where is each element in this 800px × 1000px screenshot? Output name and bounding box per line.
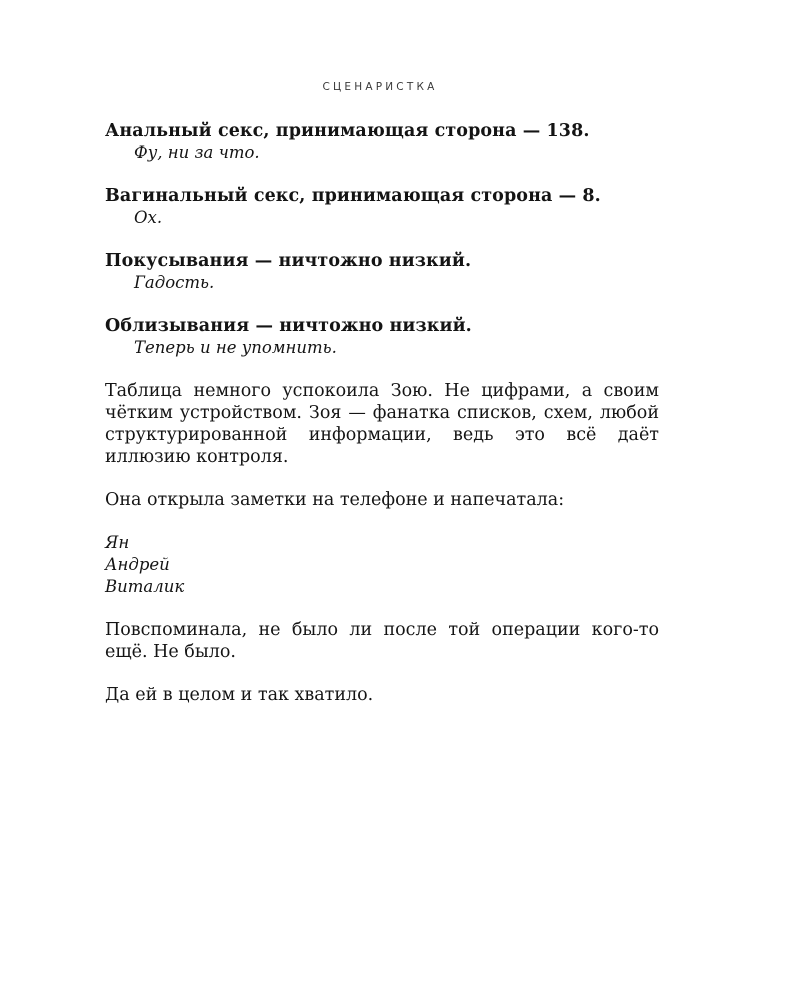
name-item: Андрей: [105, 555, 170, 574]
entry-title: Вагинальный секс, принимающая сторона — 8.: [105, 186, 601, 206]
entry-comment: Гадость.: [134, 273, 215, 292]
entry-comment: Фу, ни за что.: [134, 143, 260, 162]
list-entry: [105, 250, 659, 294]
entry-title: Покусывания — ничтожно низкий.: [105, 251, 472, 271]
entry-comment: Теперь и не упомнить.: [134, 338, 337, 357]
body-text: [105, 120, 659, 727]
entry-title: Облизывания — ничтожно низкий.: [105, 316, 472, 336]
list-entry: [105, 120, 659, 164]
name-item: Виталик: [105, 577, 185, 596]
paragraph: Она открыла заметки на телефоне и напечатала:: [105, 490, 565, 510]
paragraph: Таблица немного успокоила Зою. Не цифрами, а своим чётким устройством. Зоя — фанатка списков, схем, любой структурированной информации, ведь это всё даёт иллюзию контроля.: [105, 381, 659, 467]
entry-title: Анальный секс, принимающая сторона — 138.: [105, 121, 590, 141]
paragraph: Да ей в целом и так хватило.: [105, 685, 374, 705]
list-entry: [105, 185, 659, 229]
entry-comment: Ох.: [134, 208, 163, 227]
names-list: [105, 532, 659, 598]
list-entry: [105, 315, 659, 359]
name-item: Ян: [105, 533, 130, 552]
running-head: СЦЕНАРИСТКА: [322, 81, 438, 93]
paragraph: Повспоминала, не было ли после той операции кого-то ещё. Не было.: [105, 620, 659, 662]
